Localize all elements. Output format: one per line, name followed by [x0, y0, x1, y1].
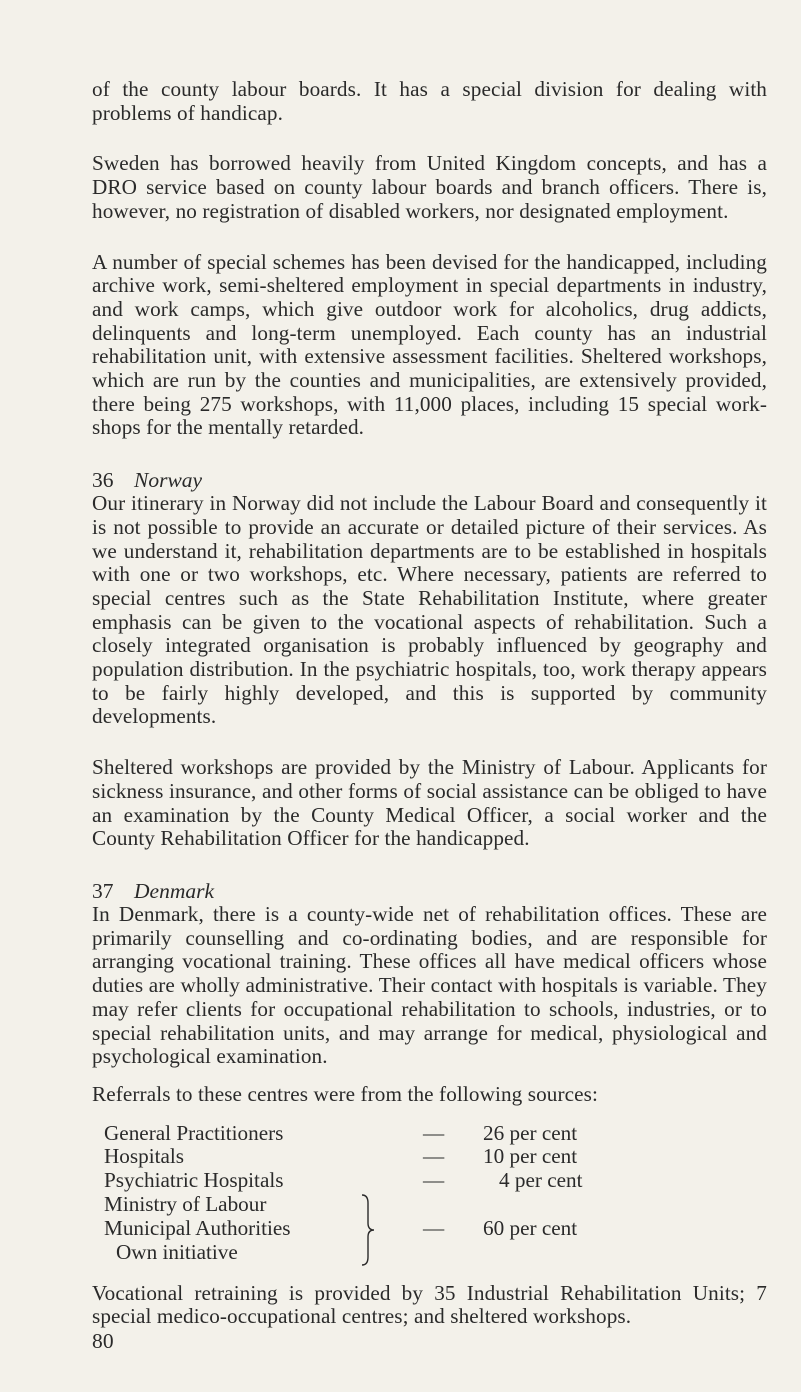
paragraph-norway-itinerary: Our itinerary in Norway did not include the Labour Board and consequently it is not possible to provide an accurate or detailed picture of their services. As we understand it, rehabilitation departments are to be established in hospitals with one or two workshops, etc. Where necessary, patients are referred to special centres such as the State Rehabilitation Institute, where greater emphasis can be given to the vocational aspects of rehabilitation. Such a closely integrated organisation is probably influenced by geography and population distribution. In the psychiatric hospitals, too, work therapy appears to be fairly highly developed, and this is supported by community developments. — [92, 491, 767, 729]
paragraph-vocational-retraining: Vocational retraining is provided by 35 Industrial Rehabilitation Units; 7 special medico-occupational centres; and sheltered workshops. — [92, 1280, 767, 1329]
paragraph-norway-sheltered-workshops: Sheltered workshops are provided by the Ministry of Labour. Applicants for sickness insurance, and other forms of social assistance can be obliged to have an examination by the County Medical Officer, a social worker and the County Rehabilitation Officer for the handicapped. — [92, 755, 767, 851]
referral-percentage: 10 per cent — [483, 1144, 578, 1169]
referral-dash: — — [423, 1120, 445, 1145]
referral-row — [104, 1145, 767, 1169]
section-number: 36 — [92, 468, 114, 493]
referral-dash: — — [423, 1215, 445, 1240]
referral-source: Psychiatric Hospitals — [104, 1168, 284, 1193]
referral-percentage: 4 per cent — [499, 1168, 583, 1193]
referral-row — [104, 1122, 767, 1146]
referral-percentage: 60 per cent — [483, 1215, 578, 1240]
referral-source: General Practitioners — [104, 1120, 284, 1145]
referral-group-row — [104, 1241, 767, 1265]
referral-source: Hospitals — [104, 1144, 185, 1169]
referral-source: Ministry of Labour — [104, 1192, 267, 1216]
paragraph-continuation: of the county labour boards. It has a special division for dealing with problems of handicap. — [92, 77, 767, 125]
right-brace-icon — [359, 1193, 377, 1267]
page-number: 80 — [92, 1329, 114, 1354]
referral-dash: — — [423, 1168, 445, 1193]
section-title: Norway — [134, 468, 203, 493]
paragraph-referrals-intro: Referrals to these centres were from the following sources: — [92, 1081, 598, 1106]
referral-sources-table — [104, 1122, 767, 1268]
referral-source: Municipal Authorities — [104, 1215, 291, 1240]
referral-row — [104, 1169, 767, 1193]
referral-group-row — [104, 1193, 767, 1217]
section-title: Denmark — [134, 878, 215, 903]
referral-source: Own initiative — [116, 1239, 238, 1264]
referral-percentage: 26 per cent — [483, 1120, 578, 1145]
section-number: 37 — [92, 878, 114, 903]
paragraph-special-schemes: A number of special schemes has been devised for the handicapped, including archive work, semi-sheltered employment in special departments in industry, and work camps, which give outdoor work for alcoholics, drug addicts, delinquents and long-term unemployed. Each county has an industrial rehabilitation unit, with extensive assessment facilities. Sheltered workshops, which are run by the counties and municipalities, are extensively provided, there being 275 workshops, with 11,000 places, including 15 special work-shops for the mentally retarded. — [92, 249, 767, 440]
paragraph-sweden-dro: Sweden has borrowed heavily from United Kingdom concepts, and has a DRO service based on county labour boards and branch officers. There is, however, no registration of disabled workers, nor designated employment. — [92, 151, 767, 223]
section-heading-norway — [92, 468, 767, 492]
referral-dash: — — [423, 1144, 445, 1169]
section-heading-denmark — [92, 879, 767, 903]
paragraph-denmark-offices: In Denmark, there is a county-wide net of rehabilitation offices. These are primarily counselling and co-ordinating bodies, and are responsible for arranging vocational training. These offices all have medical officers whose duties are wholly administrative. Their contact with hospitals is variable. They may refer clients for occupational rehabilitation to schools, industries, or to special rehabilitation units, and may arrange for medical, physiological and psychological examination. — [92, 901, 767, 1069]
